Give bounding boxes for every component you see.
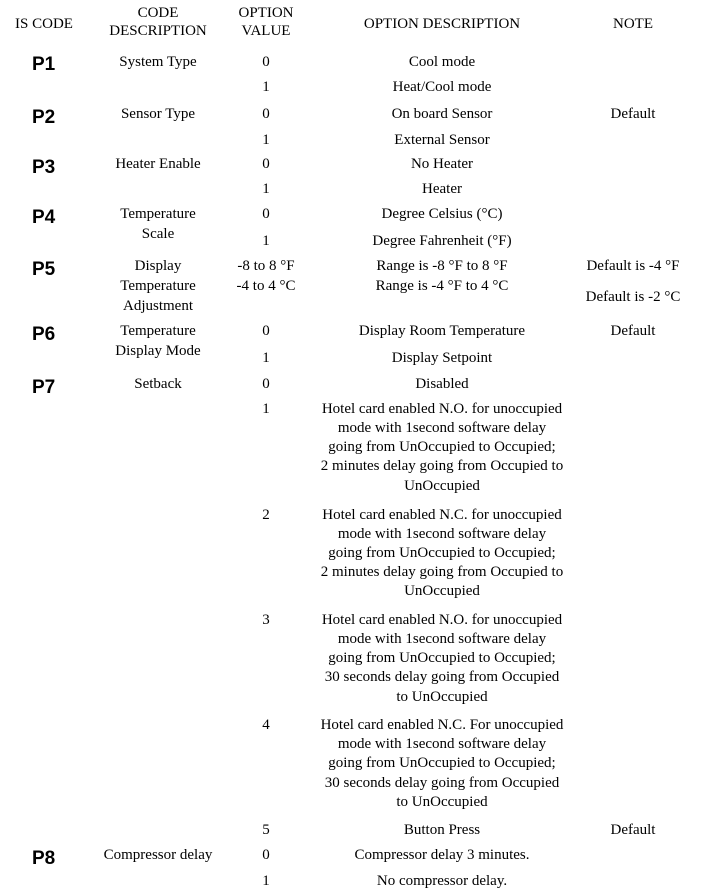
header-code-description-line2: DESCRIPTION	[109, 23, 207, 39]
code-p4: P4	[32, 207, 56, 228]
option-p7-1-line3: going from UnOccupied to Occupied;	[328, 439, 556, 455]
option-p3-0: No Heater	[410, 156, 474, 172]
option-p1-0: Cool mode	[408, 54, 476, 70]
value-p4-1: 1	[262, 233, 270, 249]
option-p1-1: Heat/Cool mode	[392, 79, 492, 95]
option-p7-3-line1: Hotel card enabled N.O. for unoccupied	[321, 612, 563, 628]
value-p7-3: 3	[262, 612, 270, 628]
option-p7-1-line5: UnOccupied	[404, 478, 480, 494]
value-p3-1: 1	[262, 181, 270, 197]
option-p7-1-line4: 2 minutes delay going from Occupied to	[320, 458, 564, 474]
header-option-description: OPTION DESCRIPTION	[363, 16, 521, 32]
value-p6-0: 0	[262, 323, 270, 339]
option-p2-0: On board Sensor	[391, 106, 493, 122]
header-is-code: IS CODE	[15, 16, 73, 32]
desc-p5-line2: Temperature	[120, 278, 196, 294]
option-p4-1: Degree Fahrenheit (°F)	[372, 233, 512, 249]
option-p7-1-line1: Hotel card enabled N.O. for unoccupied	[321, 401, 563, 417]
value-p3-0: 0	[262, 156, 270, 172]
desc-p5-line3: Adjustment	[123, 298, 193, 314]
option-p7-2-line5: UnOccupied	[404, 583, 480, 599]
option-p7-4-line3: going from UnOccupied to Occupied;	[328, 755, 556, 771]
option-p7-4-line2: mode with 1second software delay	[337, 736, 547, 752]
option-p7-2-line3: going from UnOccupied to Occupied;	[328, 545, 556, 561]
option-p3-1: Heater	[422, 181, 462, 197]
value-p2-1: 1	[262, 132, 270, 148]
value-p5-range-c: -4 to 4 °C	[236, 278, 296, 294]
header-code-description-line1: CODE	[137, 5, 179, 21]
value-p6-1: 1	[262, 350, 270, 366]
header-note: NOTE	[613, 16, 653, 32]
desc-p1: System Type	[119, 54, 197, 70]
code-p1: P1	[32, 54, 56, 75]
code-p2: P2	[32, 107, 56, 128]
code-p6: P6	[32, 324, 56, 345]
option-p6-0: Display Room Temperature	[358, 323, 526, 339]
desc-p4-line1: Temperature	[120, 206, 196, 222]
code-p7: P7	[32, 377, 56, 398]
header-option-value-line1: OPTION	[238, 5, 294, 21]
option-p2-1: External Sensor	[394, 132, 490, 148]
desc-p5-line1: Display	[134, 258, 182, 274]
value-p8-0: 0	[262, 847, 270, 863]
code-p3: P3	[32, 157, 56, 178]
option-p7-4-line5: to UnOccupied	[396, 794, 488, 810]
desc-p6-line2: Display Mode	[115, 343, 201, 359]
option-p6-1: Display Setpoint	[391, 350, 493, 366]
desc-p3: Heater Enable	[115, 156, 201, 172]
option-p7-1-line2: mode with 1second software delay	[337, 420, 547, 436]
desc-p6-line1: Temperature	[120, 323, 196, 339]
option-p7-3-line3: going from UnOccupied to Occupied;	[328, 650, 556, 666]
option-p7-3-line5: to UnOccupied	[396, 689, 488, 705]
note-p2: Default	[610, 106, 656, 122]
option-p7-3-line4: 30 seconds delay going from Occupied	[324, 669, 560, 685]
option-p7-0: Disabled	[415, 376, 469, 392]
value-p7-1: 1	[262, 401, 270, 417]
option-p7-2-line1: Hotel card enabled N.C. for unoccupied	[322, 507, 562, 523]
code-p5: P5	[32, 259, 56, 280]
value-p7-4: 4	[262, 717, 270, 733]
note-p5-f: Default is -4 °F	[586, 258, 680, 274]
option-p7-2-line2: mode with 1second software delay	[337, 526, 547, 542]
option-p8-1: No compressor delay.	[376, 873, 508, 889]
note-p5-c: Default is -2 °C	[585, 289, 681, 305]
value-p7-0: 0	[262, 376, 270, 392]
value-p1-0: 0	[262, 54, 270, 70]
option-p7-3-line2: mode with 1second software delay	[337, 631, 547, 647]
note-p7-5: Default	[610, 822, 656, 838]
value-p1-1: 1	[262, 79, 270, 95]
option-p4-0: Degree Celsius (°C)	[381, 206, 503, 222]
value-p7-5: 5	[262, 822, 270, 838]
option-p5-range-f: Range is -8 °F to 8 °F	[376, 258, 508, 274]
value-p8-1: 1	[262, 873, 270, 889]
value-p5-range-f: -8 to 8 °F	[237, 258, 295, 274]
option-p5-range-c: Range is -4 °F to 4 °C	[375, 278, 509, 294]
desc-p2: Sensor Type	[120, 106, 196, 122]
note-p6: Default	[610, 323, 656, 339]
desc-p8: Compressor delay	[103, 847, 213, 863]
value-p7-2: 2	[262, 507, 270, 523]
option-p8-0: Compressor delay 3 minutes.	[354, 847, 530, 863]
desc-p4-line2: Scale	[141, 226, 175, 242]
option-p7-4-line4: 30 seconds delay going from Occupied	[324, 775, 560, 791]
code-p8: P8	[32, 848, 56, 869]
desc-p7: Setback	[134, 376, 182, 392]
option-p7-2-line4: 2 minutes delay going from Occupied to	[320, 564, 564, 580]
option-p7-5: Button Press	[403, 822, 481, 838]
value-p2-0: 0	[262, 106, 270, 122]
value-p4-0: 0	[262, 206, 270, 222]
option-p7-4-line1: Hotel card enabled N.C. For unoccupied	[320, 717, 564, 733]
header-option-value-line2: VALUE	[241, 23, 291, 39]
